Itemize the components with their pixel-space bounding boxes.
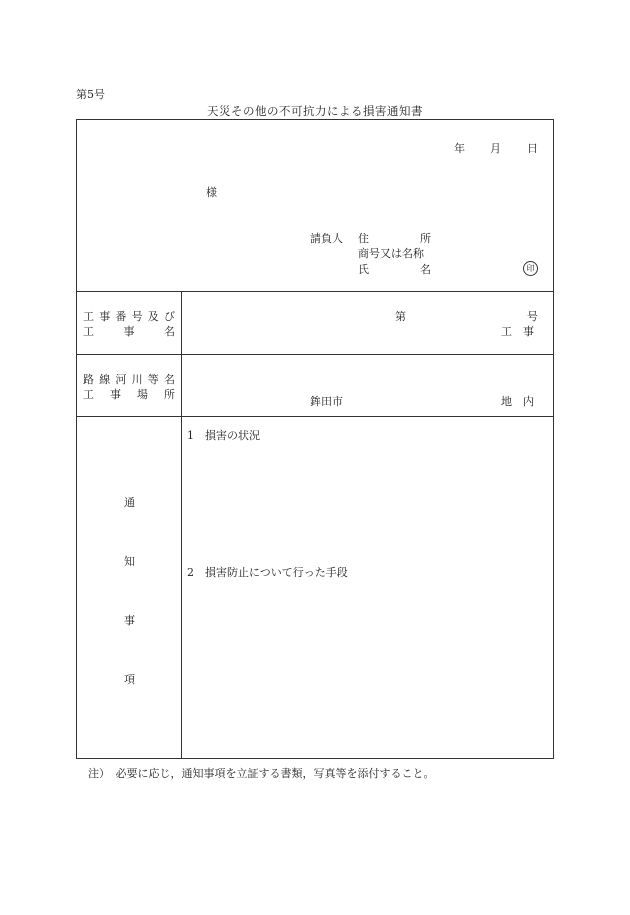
work-number-label: 工 事 番 号 及 び xyxy=(83,310,175,323)
city-name: 鉾田市 xyxy=(310,395,343,408)
route-name-label: 路 線 河 川 等 名 xyxy=(83,373,175,386)
notice-label-char-2: 知 xyxy=(124,555,135,568)
area-suffix: 地 内 xyxy=(501,395,534,408)
date-month: 月 xyxy=(490,142,501,155)
divider-location xyxy=(77,416,553,417)
form-number: 第5号 xyxy=(76,88,105,101)
contractor-label: 請負人 xyxy=(310,232,343,245)
work-name-suffix: 工 事 xyxy=(501,325,534,338)
work-number-prefix: 第 xyxy=(395,310,406,323)
document-title: 天災その他の不可抗力による損害通知書 xyxy=(207,104,423,118)
person-name-label: 氏 名 xyxy=(358,263,431,276)
divider-header xyxy=(77,291,553,292)
notice-label-char-1: 通 xyxy=(124,496,135,509)
date-day: 日 xyxy=(527,142,538,155)
work-name-label: 工 事 名 xyxy=(83,325,175,338)
address-label: 住 所 xyxy=(358,232,431,245)
notice-label-char-3: 事 xyxy=(124,614,135,627)
work-location-label: 工 事 場 所 xyxy=(83,388,175,401)
form-frame xyxy=(76,119,554,759)
notice-item-prevention-measures: 2 損害防止について行った手段 xyxy=(187,566,348,579)
notice-label-char-4: 項 xyxy=(124,673,135,686)
date-year: 年 xyxy=(454,142,465,155)
addressee-suffix: 様 xyxy=(206,186,217,199)
work-number-suffix: 号 xyxy=(527,310,538,323)
seal-mark: 印 xyxy=(523,261,538,276)
footnote: 注） 必要に応じ，通知事項を立証する書類，写真等を添付すること。 xyxy=(88,767,435,780)
label-column-divider xyxy=(181,291,182,758)
divider-work-number xyxy=(77,354,553,355)
notice-item-damage-status: 1 損害の状況 xyxy=(187,429,260,442)
company-name-label: 商号又は名称 xyxy=(358,247,424,260)
